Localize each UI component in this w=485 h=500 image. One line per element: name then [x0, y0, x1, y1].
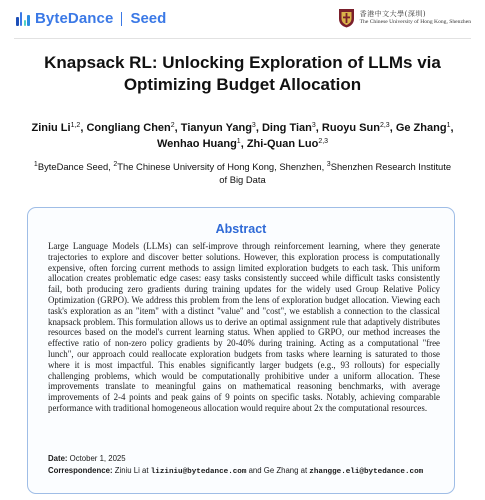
author-affil-mark: 3: [311, 122, 316, 129]
author-affil-mark: 3: [251, 122, 256, 129]
affiliation: ByteDance Seed,: [37, 161, 114, 172]
affiliation-list: [30, 160, 455, 186]
paper-meta: [48, 453, 448, 478]
author-name: Ziniu Li: [31, 122, 71, 134]
author-name: Tianyun Yang: [180, 122, 252, 134]
correspondent-name: Ziniu Li at: [114, 466, 149, 475]
abstract-heading: Abstract: [215, 222, 267, 236]
affil-mark: 1: [33, 161, 38, 168]
cuhk-logo: [338, 8, 471, 28]
affiliation: Shenzhen Research Institute of Big Data: [219, 161, 452, 185]
correspondence-line: [48, 465, 448, 478]
author-affil-mark: 2,3: [379, 122, 390, 129]
email-link[interactable]: liziniu@bytedance.com: [150, 468, 247, 476]
abstract-box: [27, 207, 455, 494]
author-name: Ge Zhang: [395, 122, 447, 134]
date-label: Date:: [48, 454, 68, 463]
paper-title: [30, 52, 455, 96]
header-divider: [14, 38, 471, 39]
affil-mark: 2: [113, 161, 118, 168]
author-name: Ruoyu Sun: [321, 122, 380, 134]
brand-divider: [121, 12, 122, 26]
date-line: [48, 453, 448, 465]
author-name: Wenhao Huang: [156, 137, 237, 150]
author-name: Congliang Chen: [86, 122, 171, 134]
abstract-text: Large Language Models (LLMs) can self-improve through reinforcement learning, where they generate trajectories to explore and discover better solutions. However, this exploration process is computationally expensive, often forcing current methods to assign limited exploration budgets to each task. This uniform allocation creates problematic edge cases: easy tasks consistently succeed while difficult tasks consistently fail, both producing zero gradients during training updates for the widely used Group Relative Policy Optimization (GRPO). We address this problem from the lens of exploration budget allocation. Viewing each task's exploration as an "item" with a distinct "value" and "cost", we establish a connection to the classical knapsack problem. This formulation allows us to derive an optimal assignment rule that adaptively distributes resources based on the model's current learning status. When applied to GRPO, our method increases the effective ratio of non-zero policy gradients by 20-40% during training. Acting as a computational "free lunch", our approach could reallocate exploration budgets from tasks where learning is saturated to those where it is most impactful. This enables significantly larger budgets (e.g., 93 rollouts) for especially challenging problems, which would be computationally prohibitive under a uniform allocation. These improvements translate to meaningful gains on mathematical reasoning benchmarks, with average improvements of 2-4 points and peak gains of 9 points on specific tasks. Notably, achieving comparable performance with traditional homogeneous allocation would require about 2x the computational resources.: [48, 241, 440, 413]
university-name-en: The Chinese University of Hong Kong, Shenzhen: [359, 18, 471, 25]
bytedance-bars-icon: [16, 12, 30, 26]
university-name-cn: 香港中文大學(深圳): [359, 9, 427, 18]
correspondent-name: Ge Zhang at: [263, 466, 308, 475]
brand-sub: Seed: [130, 10, 167, 27]
and-text: and: [248, 466, 262, 475]
author-affil-mark: 1,2: [70, 122, 81, 129]
author-name: Zhi-Quan Luo: [246, 137, 319, 150]
author-affil-mark: 1: [446, 122, 451, 129]
author-affil-mark: 2,3: [318, 137, 329, 145]
correspondence-label: Correspondence:: [48, 466, 113, 475]
author-affil-mark: 1: [236, 137, 241, 145]
header-bar: [0, 0, 485, 38]
bytedance-seed-logo: [16, 10, 166, 27]
date-value: October 1, 2025: [69, 454, 126, 463]
brand-name: ByteDance: [35, 10, 114, 27]
cuhk-crest-icon: [338, 8, 355, 28]
author-list: Ziniu Li$^{1,2}$, Congliang Chen$^2$, Tianyun Yang$^3$, Ding Tian$^3$, Ruoyu Sun$^{2,3}$, Ge Zhang$^1$, Wenhao Huang$^1$, Zhi-Quan Luo$^{2,3}$: [31, 122, 454, 150]
email-link[interactable]: zhangge.eli@bytedance.com: [309, 468, 424, 476]
affil-mark: 3: [326, 161, 331, 168]
author-name: Ding Tian: [261, 122, 312, 134]
affiliation: The Chinese University of Hong Kong, Shenzhen,: [117, 161, 327, 172]
paper-title-line: Knapsack RL: Unlocking Exploration of LLMs via: [44, 53, 441, 72]
paper-title-line: Optimizing Budget Allocation: [123, 75, 362, 94]
author-affil-mark: 2: [170, 122, 175, 129]
